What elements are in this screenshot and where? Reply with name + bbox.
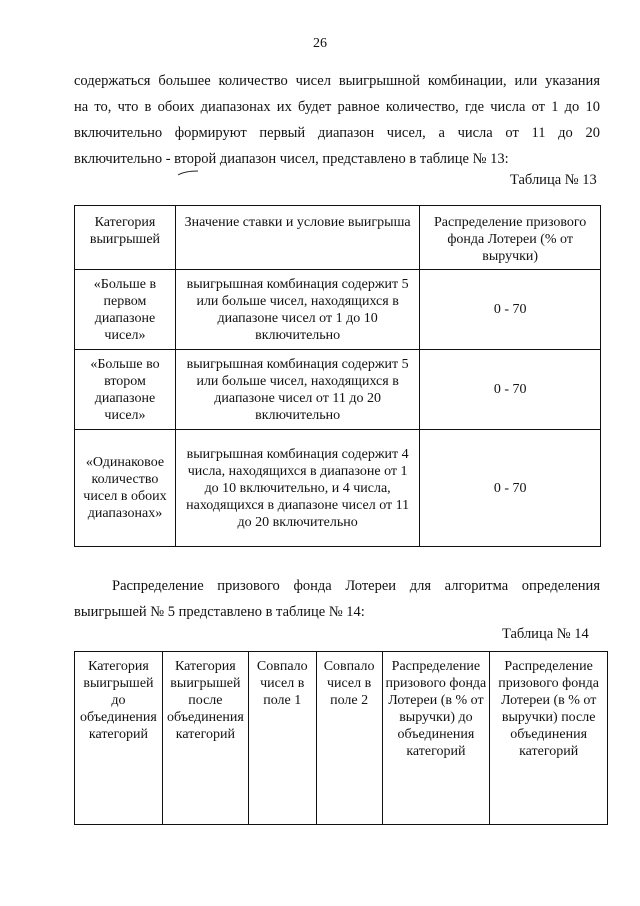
table13-row1-share: 0 - 70 (420, 270, 601, 350)
page-number: 26 (313, 36, 327, 51)
table13-header-share: Распределение призового фонда Лотереи (% от выручки) (420, 206, 601, 270)
table-row (75, 430, 601, 547)
para2-line-2: выигрышей № 5 представлено в таблице № 14: (74, 604, 365, 620)
table13-caption: Таблица № 13 (510, 172, 597, 188)
table14-header-field1: Совпало чисел в поле 1 (248, 652, 316, 825)
table13-header-category: Категория выигрышей (75, 206, 176, 270)
table14-header-share-after: Распределение призового фонда Лотереи (в % от выручки) после объединения категорий (490, 652, 608, 825)
table-row (75, 270, 601, 350)
table13-row3-category: «Одинаковое количество чисел в обоих диапазонах» (75, 430, 176, 547)
table13-row3-share: 0 - 70 (420, 430, 601, 547)
table13-header-condition: Значение ставки и условие выигрыша (175, 206, 419, 270)
table14-header-after-merge: Категория выигрышей после объединения категорий (162, 652, 248, 825)
table14-header-share-before: Распределение призового фонда Лотереи (в % от выручки) до объединения категорий (382, 652, 490, 825)
table14-caption: Таблица № 14 (502, 626, 589, 642)
table13-row3-condition: выигрышная комбинация содержит 4 числа, находящихся в диапазоне от 1 до 10 включительно, и 4 числа, находящихся в диапазоне чисел от 11 до 20 включительно (175, 430, 419, 547)
table-13 (74, 205, 601, 547)
table-row (75, 350, 601, 430)
intro-line-1: содержаться большее количество чисел выигрышной комбинации, или указания (74, 73, 600, 89)
table-14 (74, 651, 608, 825)
table14-header-field2: Совпало чисел в поле 2 (316, 652, 382, 825)
para2-line-1: Распределение призового фонда Лотереи для алгоритма определения (112, 578, 600, 594)
intro-line-3: включительно формируют первый диапазон чисел, а числа от 11 до 20 (74, 125, 600, 141)
table13-row1-category: «Больше в первом диапазоне чисел» (75, 270, 176, 350)
table13-row2-category: «Больше во втором диапазоне чисел» (75, 350, 176, 430)
table14-header-before-merge: Категория выигрышей до объединения категорий (75, 652, 163, 825)
table13-row1-condition: выигрышная комбинация содержит 5 или больше чисел, находящихся в диапазоне чисел от 1 до 10 включительно (175, 270, 419, 350)
intro-line-2: на то, что в обоих диапазонах их будет равное количество, где числа от 1 до 10 (74, 99, 600, 115)
table13-row2-condition: выигрышная комбинация содержит 5 или больше чисел, находящихся в диапазоне чисел от 11 до 20 включительно (175, 350, 419, 430)
table13-row2-share: 0 - 70 (420, 350, 601, 430)
pen-mark-icon (177, 170, 199, 176)
intro-line-4: включительно - второй диапазон чисел, представлено в таблице № 13: (74, 151, 509, 167)
